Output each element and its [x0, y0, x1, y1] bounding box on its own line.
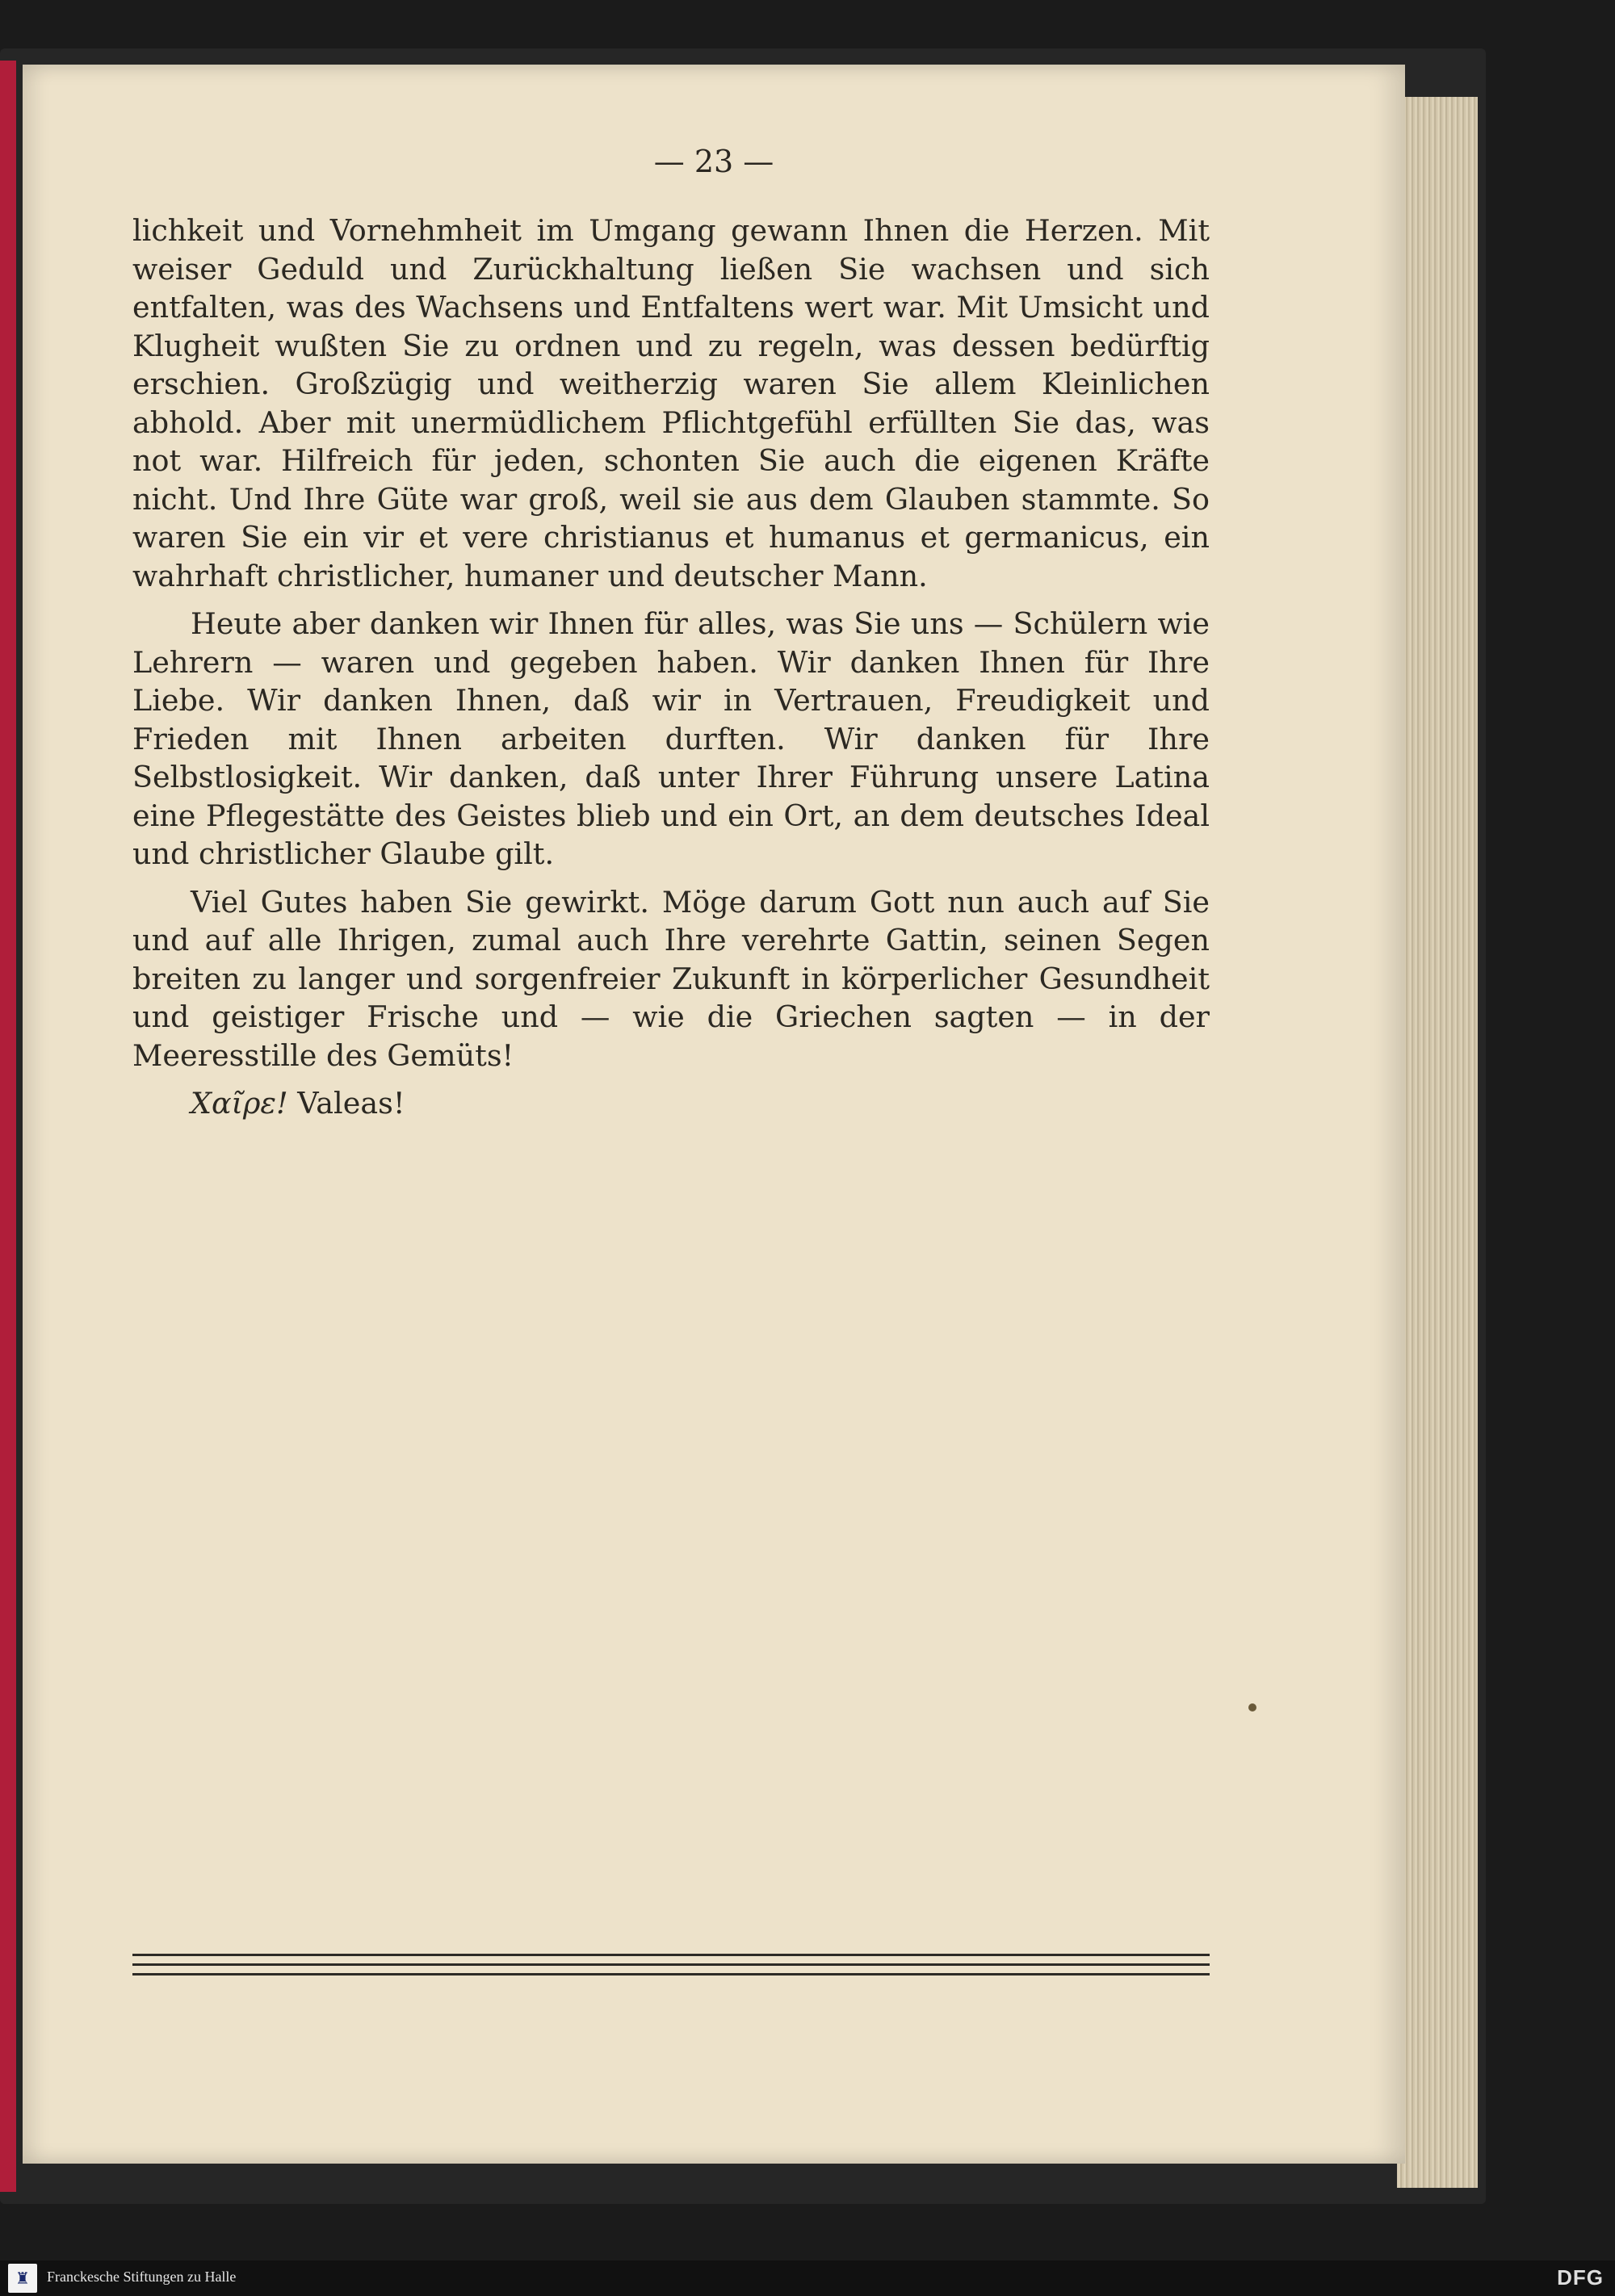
institution-name: Franckesche Stiftungen zu Halle [47, 2269, 237, 2285]
institution-logo-icon: ♜ [8, 2264, 37, 2293]
dfg-logo: DFG [1557, 2265, 1604, 2290]
paragraph: lichkeit und Vornehmheit im Umgang gewann Ihnen die Herzen. Mit weiser Geduld und Zurückhaltung ließen Sie wachsen und sich entfalten, was des Wachsens und Entfaltens wert war. Mit Umsicht und Klugheit wußten Sie zu ordnen und zu regeln, was dessen bedürftig erschien. Großzügig und weitherzig waren Sie allem Kleinlichen abhold. Aber mit unermüdlichem Pflichtgefühl erfüllten Sie das, was not war. Hilfreich für jeden, schonten Sie auch die eigenen Kräfte nicht. Und Ihre Güte war groß, weil sie aus dem Glauben stammte. So waren Sie ein vir et vere christianus et humanus et germanicus, ein wahrhaft christlicher, humaner und deutscher Mann. [132, 213, 1210, 593]
rule-line [132, 1973, 1210, 1975]
book-spine-edge [0, 61, 16, 2192]
rule-line [132, 1963, 1210, 1966]
closing-salutation [132, 1084, 1210, 1123]
page-body [132, 212, 1210, 1133]
page-block-edge [1397, 97, 1478, 2188]
salutation-latin: Valeas! [297, 1086, 405, 1121]
viewer-footer [0, 2260, 1615, 2296]
paper-speck [1248, 1703, 1256, 1712]
salutation-greek: Χαῖρε! [191, 1086, 288, 1121]
closing-double-rule [132, 1954, 1210, 1983]
paragraph: Viel Gutes haben Sie gewirkt. Möge darum Gott nun auch auf Sie und auf alle Ihrigen, zumal auch Ihre verehrte Gattin, seinen Segen breiten zu langer und sorgenfreier Zukunft in körperlicher Gesundheit und geistiger Frische und — wie die Griechen sagten — in der Meeresstille des Gemüts! [132, 884, 1210, 1073]
rule-line [132, 1954, 1210, 1956]
paragraph: Heute aber danken wir Ihnen für alles, was Sie uns — Schülern wie Lehrern — waren und gegeben haben. Wir danken Ihnen für Ihre Liebe. Wir danken Ihnen, daß wir in Vertrauen, Freudigkeit und Frieden mit Ihnen arbeiten durften. Wir danken für Ihre Selbstlosigkeit. Wir danken, daß unter Ihrer Führung unsere Latina eine Pflegestätte des Geistes blieb und ein Ort, an dem deutsches Ideal und christlicher Glaube gilt. [132, 606, 1210, 871]
page-number: — 23 — [653, 144, 774, 179]
book-page [23, 65, 1405, 2164]
